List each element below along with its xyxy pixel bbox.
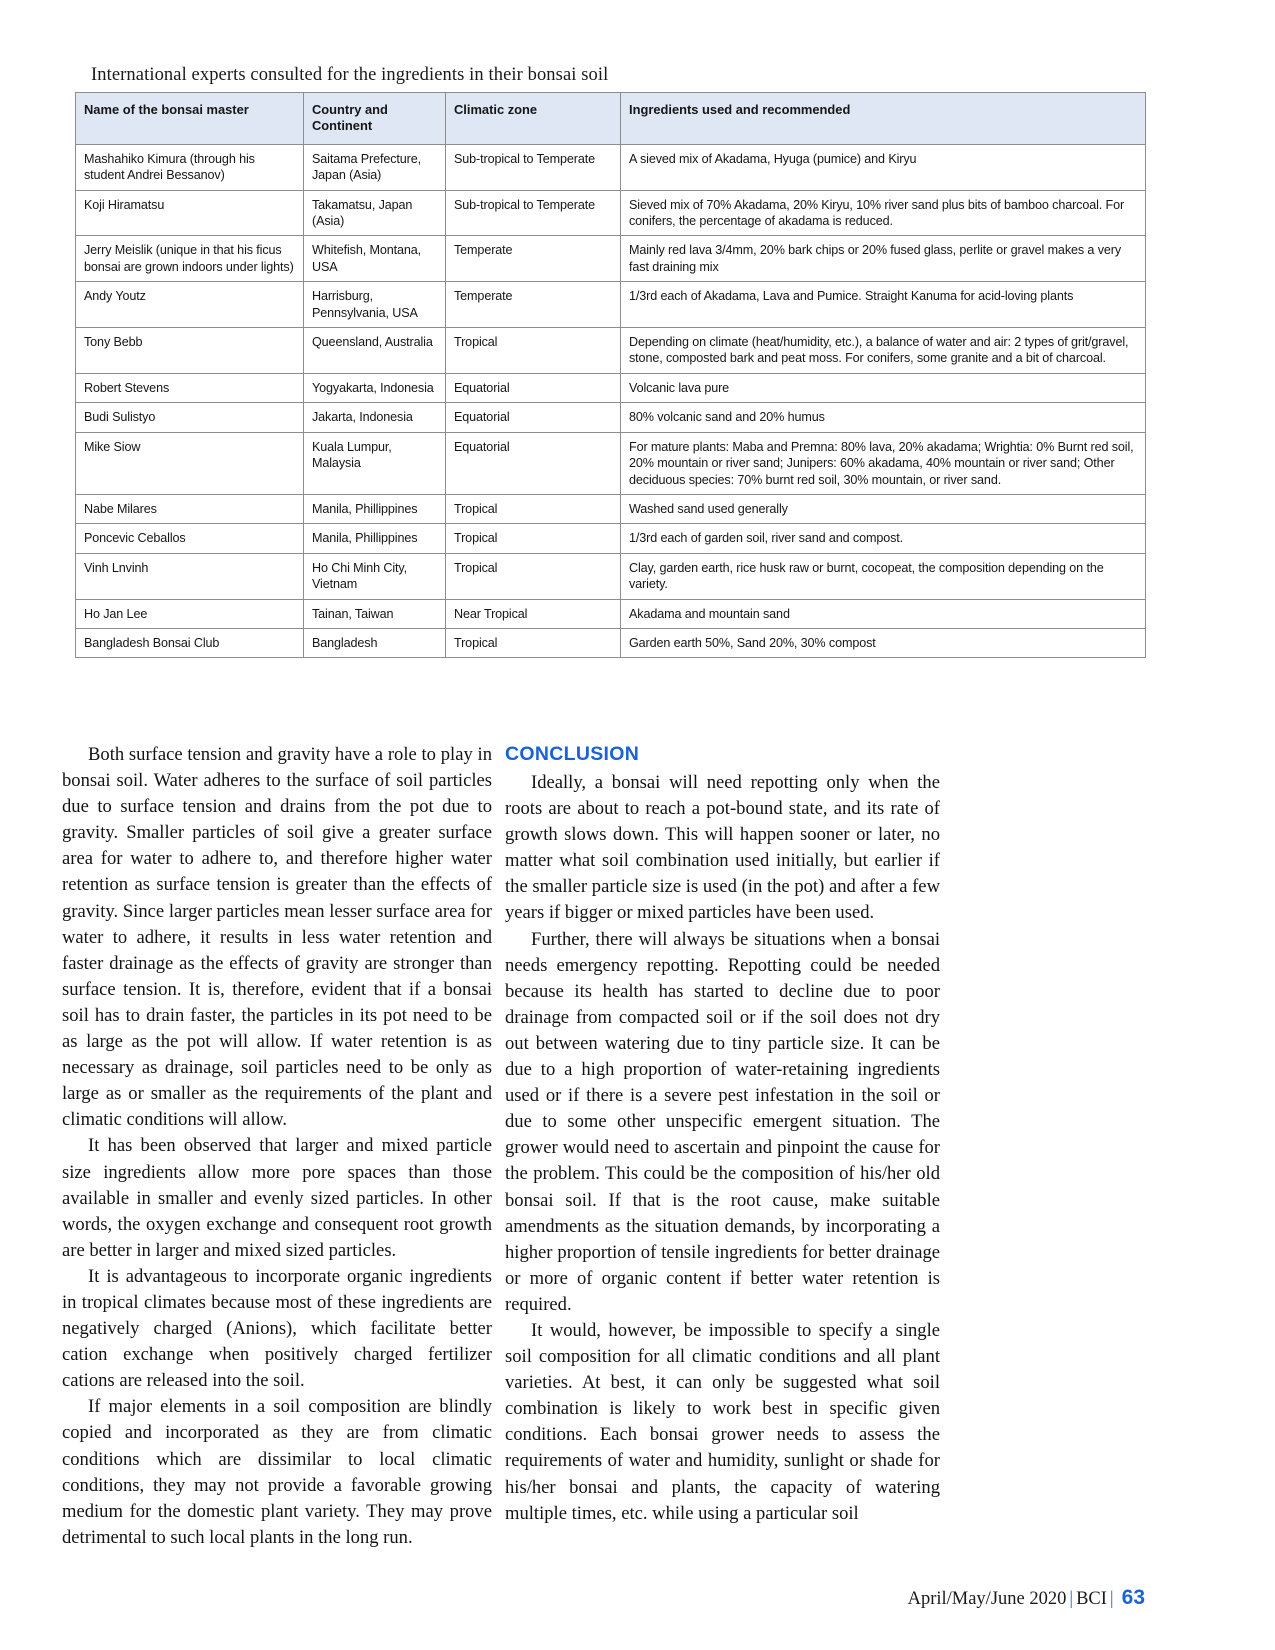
paragraph: It would, however, be impossible to specify a single soil composition for all climatic conditions and all plant varieties. At best, it can only be suggested what soil combination is likely to work best in specific given conditions. Each bonsai grower needs to assess the requirements of water and humidity, sunlight or shade for his/her bonsai and plants, the capacity of watering multiple times, etc. while using a particular soil bbox=[505, 1319, 940, 1524]
cell-ingredients: Akadama and mountain sand bbox=[621, 599, 1146, 628]
cell-name: Mike Siow bbox=[76, 432, 304, 494]
column-header-country: Country and Continent bbox=[304, 93, 446, 145]
cell-zone: Near Tropical bbox=[446, 599, 621, 628]
cell-name: Bangladesh Bonsai Club bbox=[76, 628, 304, 657]
conclusion-heading: CONCLUSION bbox=[505, 743, 640, 765]
table-row bbox=[76, 373, 1146, 402]
footer-separator-2: | bbox=[1109, 1589, 1114, 1609]
cell-name: Koji Hiramatsu bbox=[76, 190, 304, 236]
cell-name: Andy Youtz bbox=[76, 282, 304, 328]
cell-zone: Equatorial bbox=[446, 403, 621, 432]
cell-zone: Temperate bbox=[446, 236, 621, 282]
cell-country: Harrisburg, Pennsylvania, USA bbox=[304, 282, 446, 328]
table-row bbox=[76, 328, 1146, 374]
table-row bbox=[76, 236, 1146, 282]
experts-table-container bbox=[75, 92, 1145, 658]
footer-publication: BCI bbox=[1076, 1589, 1107, 1609]
footer-issue: April/May/June 2020 bbox=[907, 1589, 1067, 1609]
cell-zone: Sub-tropical to Temperate bbox=[446, 144, 621, 190]
paragraph: Further, there will always be situations when a bonsai needs emergency repotting. Repotting could be needed because its health has started to decline due to poor drainage from compacted soil or if the soil does not dry out between watering due to tiny particle size. It can be due to a high proportion of water-retaining ingredients used or if there is a severe pest infestation in the soil or due to some other unspecific emergent situation. The grower would need to ascertain and pinpoint the cause for the problem. This could be the composition of his/her old bonsai soil. If that is the root cause, make suitable amendments as the situation demands, by incorporating a higher proportion of tensile ingredients for better drainage or more of organic content if better water retention is required. bbox=[505, 928, 940, 1315]
cell-ingredients: A sieved mix of Akadama, Hyuga (pumice) and Kiryu bbox=[621, 144, 1146, 190]
table-row bbox=[76, 144, 1146, 190]
table-caption: International experts consulted for the ingredients in their bonsai soil bbox=[91, 65, 609, 85]
cell-country: Jakarta, Indonesia bbox=[304, 403, 446, 432]
page-number: 63 bbox=[1121, 1586, 1145, 1609]
cell-zone: Tropical bbox=[446, 494, 621, 523]
cell-ingredients: 1/3rd each of garden soil, river sand and compost. bbox=[621, 524, 1146, 553]
cell-name: Ho Jan Lee bbox=[76, 599, 304, 628]
cell-ingredients: Depending on climate (heat/humidity, etc.), a balance of water and air: 2 types of grit/gravel, stone, composted bark and peat moss. For conifers, some granite and a bit of charcoal. bbox=[621, 328, 1146, 374]
column-header-zone: Climatic zone bbox=[446, 93, 621, 145]
paragraph: Ideally, a bonsai will need repotting only when the roots are about to reach a pot-bound state, and its rate of growth slows down. This will happen sooner or later, no matter what soil combination used initially, but earlier if the smaller particle size is used (in the pot) and after a few years if bigger or mixed particles have been used. bbox=[505, 772, 940, 924]
cell-zone: Tropical bbox=[446, 553, 621, 599]
footer-separator-1: | bbox=[1069, 1589, 1074, 1609]
cell-name: Nabe Milares bbox=[76, 494, 304, 523]
cell-country: Manila, Phillippines bbox=[304, 494, 446, 523]
cell-country: Saitama Prefecture, Japan (Asia) bbox=[304, 144, 446, 190]
table-row bbox=[76, 432, 1146, 494]
table-row bbox=[76, 628, 1146, 657]
cell-zone: Tropical bbox=[446, 328, 621, 374]
cell-name: Robert Stevens bbox=[76, 373, 304, 402]
table-row bbox=[76, 599, 1146, 628]
table-row bbox=[76, 282, 1146, 328]
cell-country: Manila, Phillippines bbox=[304, 524, 446, 553]
paragraph: It is advantageous to incorporate organic ingredients in tropical climates because most of these ingredients are negatively charged (Anions), which facilitate better cation exchange when positively charged fertilizer cations are released into the soil. bbox=[62, 1265, 492, 1392]
cell-ingredients: Sieved mix of 70% Akadama, 20% Kiryu, 10% river sand plus bits of bamboo charcoal. For conifers, the percentage of akadama is reduced. bbox=[621, 190, 1146, 236]
cell-ingredients: Mainly red lava 3/4mm, 20% bark chips or 20% fused glass, perlite or gravel makes a very fast draining mix bbox=[621, 236, 1146, 282]
table-row bbox=[76, 494, 1146, 523]
cell-ingredients: Garden earth 50%, Sand 20%, 30% compost bbox=[621, 628, 1146, 657]
cell-zone: Equatorial bbox=[446, 373, 621, 402]
table-header bbox=[76, 93, 1146, 145]
paragraph: It has been observed that larger and mixed particle size ingredients allow more pore spaces than those available in smaller and evenly sized particles. In other words, the oxygen exchange and consequent root growth are better in larger and mixed sized particles. bbox=[62, 1135, 492, 1261]
body-column-right bbox=[505, 742, 940, 1527]
cell-country: Bangladesh bbox=[304, 628, 446, 657]
column-header-name: Name of the bonsai master bbox=[76, 93, 304, 145]
table-header-row bbox=[76, 93, 1146, 145]
cell-ingredients: Washed sand used generally bbox=[621, 494, 1146, 523]
cell-name: Mashahiko Kimura (through his student Andrei Bessanov) bbox=[76, 144, 304, 190]
cell-country: Kuala Lumpur, Malaysia bbox=[304, 432, 446, 494]
paragraph: If major elements in a soil composition are blindly copied and incorporated as they are from climatic conditions which are dissimilar to local climatic conditions, they may not provide a favorable growing medium for the domestic plant variety. They may prove detrimental to such local plants in the long run. bbox=[62, 1396, 492, 1548]
cell-ingredients: 1/3rd each of Akadama, Lava and Pumice. Straight Kanuma for acid-loving plants bbox=[621, 282, 1146, 328]
cell-ingredients: Clay, garden earth, rice husk raw or burnt, cocopeat, the composition depending on the variety. bbox=[621, 553, 1146, 599]
experts-table bbox=[75, 92, 1146, 658]
table-row bbox=[76, 524, 1146, 553]
cell-zone: Tropical bbox=[446, 628, 621, 657]
cell-country: Ho Chi Minh City, Vietnam bbox=[304, 553, 446, 599]
cell-ingredients: For mature plants: Maba and Premna: 80% lava, 20% akadama; Wrightia: 0% Burnt red soil, 20% mountain or river sand; Junipers: 60% akadama, 40% mountain or river sand; Other deciduous species: 70% burnt red soil, 30% mountain, or river sand. bbox=[621, 432, 1146, 494]
cell-name: Vinh Lnvinh bbox=[76, 553, 304, 599]
table-row bbox=[76, 403, 1146, 432]
cell-ingredients: 80% volcanic sand and 20% humus bbox=[621, 403, 1146, 432]
page-footer bbox=[908, 1586, 1145, 1611]
cell-zone: Sub-tropical to Temperate bbox=[446, 190, 621, 236]
cell-country: Queensland, Australia bbox=[304, 328, 446, 374]
cell-country: Yogyakarta, Indonesia bbox=[304, 373, 446, 402]
table-row bbox=[76, 190, 1146, 236]
cell-country: Takamatsu, Japan (Asia) bbox=[304, 190, 446, 236]
cell-name: Tony Bebb bbox=[76, 328, 304, 374]
cell-zone: Equatorial bbox=[446, 432, 621, 494]
cell-zone: Tropical bbox=[446, 524, 621, 553]
cell-country: Whitefish, Montana, USA bbox=[304, 236, 446, 282]
paragraph: Both surface tension and gravity have a role to play in bonsai soil. Water adheres to the surface of soil particles due to surface tension and drains from the pot due to gravity. Smaller particles of soil give a greater surface area for water to adhere to, and therefore higher water retention as surface tension is greater than the effects of gravity. Since larger particles mean lesser surface area for water to adhere, it results in less water retention and faster drainage as the effects of gravity are stronger than surface tension. It is, therefore, evident that if a bonsai soil has to drain faster, the particles in its pot need to be as large as the pot will allow. If water retention is as necessary as drainage, soil particles need to be only as large as or smaller as the requirements of the plant and climatic conditions will allow. bbox=[62, 744, 492, 1131]
body-column-left bbox=[62, 742, 492, 1551]
cell-zone: Temperate bbox=[446, 282, 621, 328]
table-row bbox=[76, 553, 1146, 599]
cell-ingredients: Volcanic lava pure bbox=[621, 373, 1146, 402]
cell-name: Jerry Meislik (unique in that his ficus bonsai are grown indoors under lights) bbox=[76, 236, 304, 282]
cell-name: Poncevic Ceballos bbox=[76, 524, 304, 553]
cell-country: Tainan, Taiwan bbox=[304, 599, 446, 628]
column-header-ingredients: Ingredients used and recommended bbox=[621, 93, 1146, 145]
table-body bbox=[76, 144, 1146, 658]
cell-name: Budi Sulistyo bbox=[76, 403, 304, 432]
